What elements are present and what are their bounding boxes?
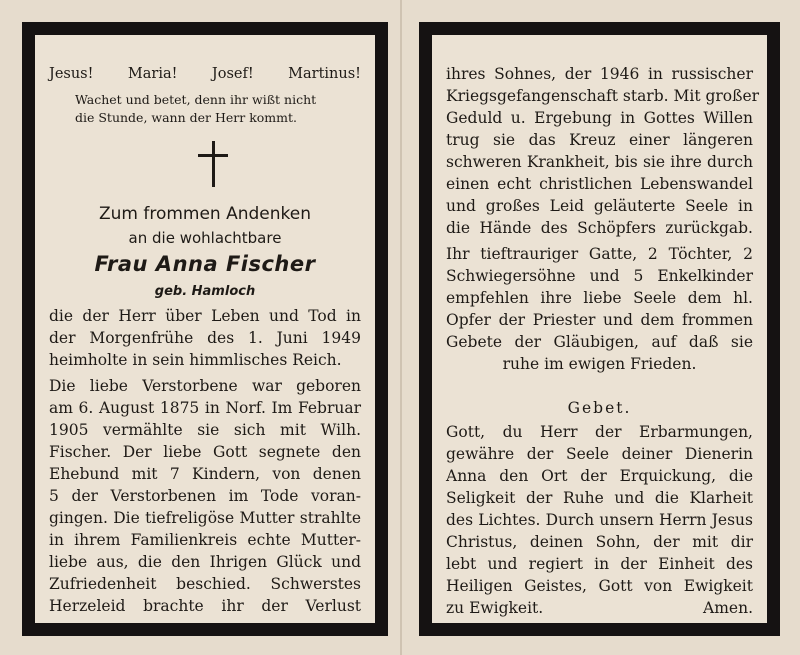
right-panel-content: [432, 35, 767, 623]
prayer-line: gewähre der Seele deiner Dienerin: [446, 445, 753, 463]
left-p2-line: 1905 vermählte sie sich mit Wilh.: [49, 421, 361, 439]
fold-line: [400, 0, 402, 655]
right-p1-line: ihres Sohnes, der 1946 in russischer: [446, 65, 753, 83]
right-p2-line: empfehlen ihre liebe Seele dem hl.: [446, 289, 753, 307]
verse-line-2: die Stunde, wann der Herr kommt.: [75, 110, 298, 125]
prayer-line: Heiligen Geistes, Gott von Ewigkeit: [446, 577, 753, 595]
right-p1-line: Kriegsgefangenschaft starb. Mit großer: [446, 87, 760, 105]
amen: Amen.: [703, 599, 753, 617]
birth-name: geb. Hamloch: [154, 284, 256, 299]
prayer-title: Gebet.: [567, 399, 632, 417]
prayer-last-line: zu Ewigkeit.: [446, 599, 544, 617]
right-p2-line: Ihr tieftrauriger Gatte, 2 Töchter, 2: [446, 245, 753, 263]
left-panel: [22, 22, 388, 636]
right-p1-line: trug sie das Kreuz einer längeren: [446, 131, 753, 149]
left-panel-content: [35, 35, 375, 623]
right-p1-line: schweren Krankheit, bis sie ihre durch: [446, 153, 753, 171]
cross-icon: [198, 141, 228, 187]
prayer-line: Christus, deinen Sohn, der mit dir: [446, 533, 753, 551]
left-p2-line: Ehebund mit 7 Kindern, von denen: [49, 465, 361, 483]
left-p2-line: Die liebe Verstorbene war geboren: [49, 377, 361, 395]
left-p2-line: Herzeleid brachte ihr der Verlust: [49, 597, 361, 615]
prayer-line: des Lichtes. Durch unsern Herrn Jesus: [446, 511, 753, 529]
left-p2-line: 5 der Verstorbenen im Tode voran-: [49, 487, 361, 505]
left-p1-line: heimholte in sein himmlisches Reich.: [49, 351, 342, 369]
right-p1-line: die Hände des Schöpfers zurückgab.: [446, 219, 753, 237]
right-panel: [419, 22, 780, 636]
left-p2-line: Zufriedenheit beschied. Schwerstes: [49, 575, 361, 593]
right-p2-line: Opfer der Priester und dem frommen: [446, 311, 753, 329]
prayer-line: Seligkeit der Ruhe und die Klarheit: [446, 489, 753, 507]
memorial-title: Zum frommen Andenken: [98, 204, 312, 224]
invocation: Jesus! Maria! Josef! Martinus!: [49, 66, 361, 82]
prayer-line: Anna den Ort der Erquickung, die: [446, 467, 753, 485]
verse-line-1: Wachet und betet, denn ihr wißt nicht: [75, 92, 317, 107]
right-p2-line: Schwiegersöhne und 5 Enkelkinder: [446, 267, 753, 285]
prayer-line: Gott, du Herr der Erbarmungen,: [446, 423, 753, 441]
right-p1-line: Geduld u. Ergebung in Gottes Willen: [446, 109, 753, 127]
prayer-line: lebt und regiert in der Einheit des: [446, 555, 753, 573]
left-p2-line: gingen. Die tiefreligöse Mutter strahlte: [49, 509, 361, 527]
deceased-name: Frau Anna Fischer: [94, 252, 316, 276]
left-p2-line: in ihrem Familienkreis echte Mutter-: [49, 531, 361, 549]
right-p1-line: und großes Leid geläuterte Seele in: [446, 197, 753, 215]
right-p2-line: Gebete der Gläubigen, auf daß sie: [446, 333, 753, 351]
right-p1-line: einen echt christlichen Lebenswandel: [446, 175, 753, 193]
left-p1-line: der Morgenfrühe des 1. Juni 1949: [49, 329, 361, 347]
closing-line: ruhe im ewigen Frieden.: [502, 355, 697, 373]
left-p2-line: Fischer. Der liebe Gott segnete den: [49, 443, 361, 461]
memorial-subtitle: an die wohlachtbare: [128, 229, 282, 247]
left-p2-line: am 6. August 1875 in Norf. Im Februar: [49, 399, 361, 417]
left-p1-line: die der Herr über Leben und Tod in: [49, 307, 361, 325]
left-p2-line: liebe aus, die den Ihrigen Glück und: [49, 553, 361, 571]
